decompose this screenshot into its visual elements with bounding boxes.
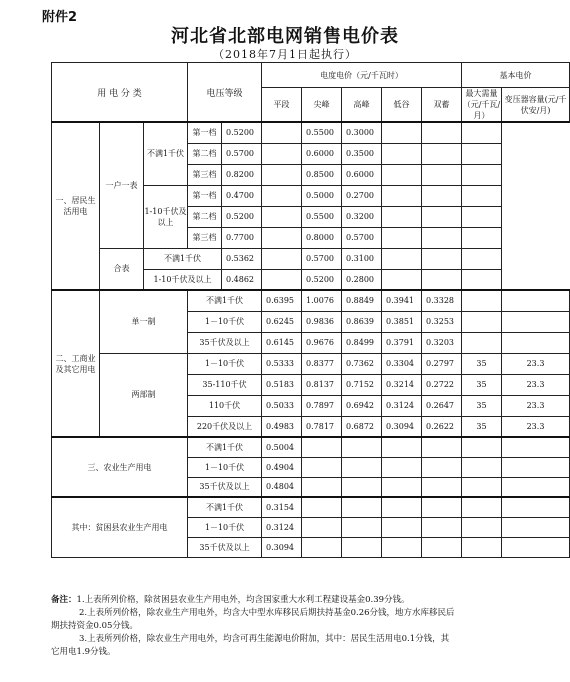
price-max-demand: 35	[462, 395, 502, 416]
header-valley: 低谷	[382, 88, 422, 123]
price-valley: 0.5700	[342, 227, 382, 248]
voltage-below-1kv: 不满1千伏	[144, 122, 188, 185]
tier-label: 第一档	[188, 185, 222, 206]
price-sharp-peak: 0.9676	[302, 332, 342, 353]
table-row	[52, 290, 570, 311]
price-transformer-capacity: 23.3	[502, 395, 570, 416]
price-flat: 0.4804	[262, 477, 302, 497]
price-peak: 0.7152	[342, 374, 382, 395]
header-voltage: 电压等级	[188, 63, 262, 123]
voltage-label: 1－10千伏	[188, 311, 262, 332]
header-basic-price: 基本电价	[462, 63, 570, 88]
price-max-demand: 35	[462, 374, 502, 395]
price-valley: 0.6000	[342, 164, 382, 185]
header-category: 用 电 分 类	[52, 63, 188, 123]
page-title: 河北省北部电网销售电价表	[171, 26, 399, 47]
voltage-label: 1－10千伏	[188, 517, 262, 537]
voltage-label: 110千伏	[188, 395, 262, 416]
voltage-label: 35千伏及以上	[188, 477, 262, 497]
price-peak: 0.8499	[342, 332, 382, 353]
price-sharp-peak: 0.8137	[302, 374, 342, 395]
voltage-label: 不满1千伏	[188, 497, 262, 517]
price-max-demand: 35	[462, 416, 502, 437]
price-peak: 0.5500	[302, 206, 342, 227]
price-flat: 0.5362	[222, 248, 262, 269]
voltage-label: 不满1千伏	[144, 248, 222, 269]
header-energy-price: 电度电价（元/千瓦时）	[262, 63, 462, 88]
attachment-label: 附件2	[42, 10, 78, 25]
tier-label: 第二档	[188, 143, 222, 164]
sub-single-part: 单一制	[100, 290, 188, 353]
voltage-1-10kv: 1-10千伏及以上	[144, 185, 188, 248]
price-peak: 0.5000	[302, 185, 342, 206]
table-row	[52, 122, 570, 143]
voltage-label: 35千伏及以上	[188, 537, 262, 557]
voltage-label: 35千伏及以上	[188, 332, 262, 353]
price-sharp-peak: 0.7817	[302, 416, 342, 437]
voltage-label: 1-10千伏及以上	[144, 269, 222, 290]
price-flat: 0.3124	[262, 517, 302, 537]
price-sharp-peak: 0.9836	[302, 311, 342, 332]
sub-one-meter: 一户一表	[100, 122, 144, 248]
voltage-label: 220千伏及以上	[188, 416, 262, 437]
header-transformer-capacity: 变压器容量(元/千伏安/月)	[502, 88, 570, 123]
price-flat: 0.6245	[262, 311, 302, 332]
table-row	[52, 248, 570, 269]
category-poor-county: 其中：贫困县农业生产用电	[52, 497, 188, 557]
price-double-storage: 0.3328	[422, 290, 462, 311]
price-valley: 0.3000	[342, 122, 382, 143]
price-sharp-peak: 0.7897	[302, 395, 342, 416]
category-agricultural: 三、农业生产用电	[52, 437, 188, 497]
category-residential: 一、居民生活用电	[52, 122, 100, 290]
header-peak: 高峰	[342, 88, 382, 123]
price-peak: 0.5700	[302, 248, 342, 269]
price-peak: 0.6942	[342, 395, 382, 416]
price-flat: 0.6145	[262, 332, 302, 353]
price-peak: 0.8500	[302, 164, 342, 185]
sub-combined-meter: 合表	[100, 248, 144, 290]
note-3-cont: 它用电1.9分钱。	[51, 647, 116, 657]
price-double-storage: 0.2722	[422, 374, 462, 395]
note-1: 1.上表所列价格，除贫困县农业生产用电外，均含国家重大水利工程建设基金0.39分钱。	[76, 595, 410, 605]
price-double-storage: 0.2797	[422, 353, 462, 374]
price-valley: 0.3124	[382, 395, 422, 416]
price-flat: 0.5033	[262, 395, 302, 416]
voltage-label: 35-110千伏	[188, 374, 262, 395]
price-peak: 0.5500	[302, 122, 342, 143]
note-2-cont: 期扶持资金0.05分钱。	[51, 621, 138, 631]
price-peak: 0.6872	[342, 416, 382, 437]
price-flat: 0.7700	[222, 227, 262, 248]
price-valley: 0.3200	[342, 206, 382, 227]
price-peak: 0.7362	[342, 353, 382, 374]
price-transformer-capacity: 23.3	[502, 416, 570, 437]
price-flat: 0.4700	[222, 185, 262, 206]
price-double-storage: 0.2622	[422, 416, 462, 437]
table-row	[52, 437, 570, 457]
note-2: 2.上表所列价格，除农业生产用电外，均含大中型水库移民后期扶持基金0.26分钱，地方水库移民后	[79, 608, 455, 618]
price-double-storage: 0.3253	[422, 311, 462, 332]
price-peak: 0.6000	[302, 143, 342, 164]
tier-label: 第二档	[188, 206, 222, 227]
notes	[51, 594, 521, 659]
category-commercial: 二、工商业及其它用电	[52, 290, 100, 437]
tariff-table	[51, 62, 570, 558]
price-peak: 0.8849	[342, 290, 382, 311]
header-flat: 平段	[262, 88, 302, 123]
tier-label: 第三档	[188, 164, 222, 185]
tier-label: 第三档	[188, 227, 222, 248]
sub-two-part: 两部制	[100, 353, 188, 437]
price-flat: 0.5183	[262, 374, 302, 395]
price-flat: 0.5004	[262, 437, 302, 457]
header-double-storage: 双蓄	[422, 88, 462, 123]
price-valley: 0.3500	[342, 143, 382, 164]
effective-date: （2018年7月1日起执行）	[213, 48, 357, 61]
price-flat: 0.5700	[222, 143, 262, 164]
price-transformer-capacity: 23.3	[502, 353, 570, 374]
price-transformer-capacity: 23.3	[502, 374, 570, 395]
price-valley: 0.2800	[342, 269, 382, 290]
header-sharp-peak: 尖峰	[302, 88, 342, 123]
price-valley: 0.3094	[382, 416, 422, 437]
price-peak: 0.5200	[302, 269, 342, 290]
price-sharp-peak: 0.8377	[302, 353, 342, 374]
price-valley: 0.3214	[382, 374, 422, 395]
price-flat: 0.5200	[222, 206, 262, 227]
price-flat: 0.3154	[262, 497, 302, 517]
voltage-label: 不满1千伏	[188, 437, 262, 457]
voltage-label: 1－10千伏	[188, 457, 262, 477]
price-flat: 0.5200	[222, 122, 262, 143]
header-max-demand: 最大需量（元/千瓦/月）	[462, 89, 501, 120]
voltage-label: 不满1千伏	[188, 290, 262, 311]
table-row	[52, 353, 570, 374]
table-row	[52, 497, 570, 517]
tier-label: 第一档	[188, 122, 222, 143]
price-flat: 0.4983	[262, 416, 302, 437]
price-flat: 0.5333	[262, 353, 302, 374]
price-flat: 0.8200	[222, 164, 262, 185]
price-flat: 0.3094	[262, 537, 302, 557]
price-valley: 0.3304	[382, 353, 422, 374]
price-valley: 0.3791	[382, 332, 422, 353]
price-max-demand: 35	[462, 353, 502, 374]
notes-label: 备注：	[51, 595, 77, 605]
price-flat: 0.6395	[262, 290, 302, 311]
price-double-storage: 0.3203	[422, 332, 462, 353]
price-sharp-peak: 1.0076	[302, 290, 342, 311]
price-double-storage: 0.2647	[422, 395, 462, 416]
price-peak: 0.8000	[302, 227, 342, 248]
note-3: 3.上表所列价格，除农业生产用电外，均含可再生能源电价附加，其中：居民生活用电0.1分钱，其	[79, 634, 450, 644]
price-flat: 0.4904	[262, 457, 302, 477]
voltage-label: 1－10千伏	[188, 353, 262, 374]
price-valley: 0.3941	[382, 290, 422, 311]
price-flat: 0.4862	[222, 269, 262, 290]
price-valley: 0.3851	[382, 311, 422, 332]
price-valley: 0.2700	[342, 185, 382, 206]
price-peak: 0.8639	[342, 311, 382, 332]
price-valley: 0.3100	[342, 248, 382, 269]
